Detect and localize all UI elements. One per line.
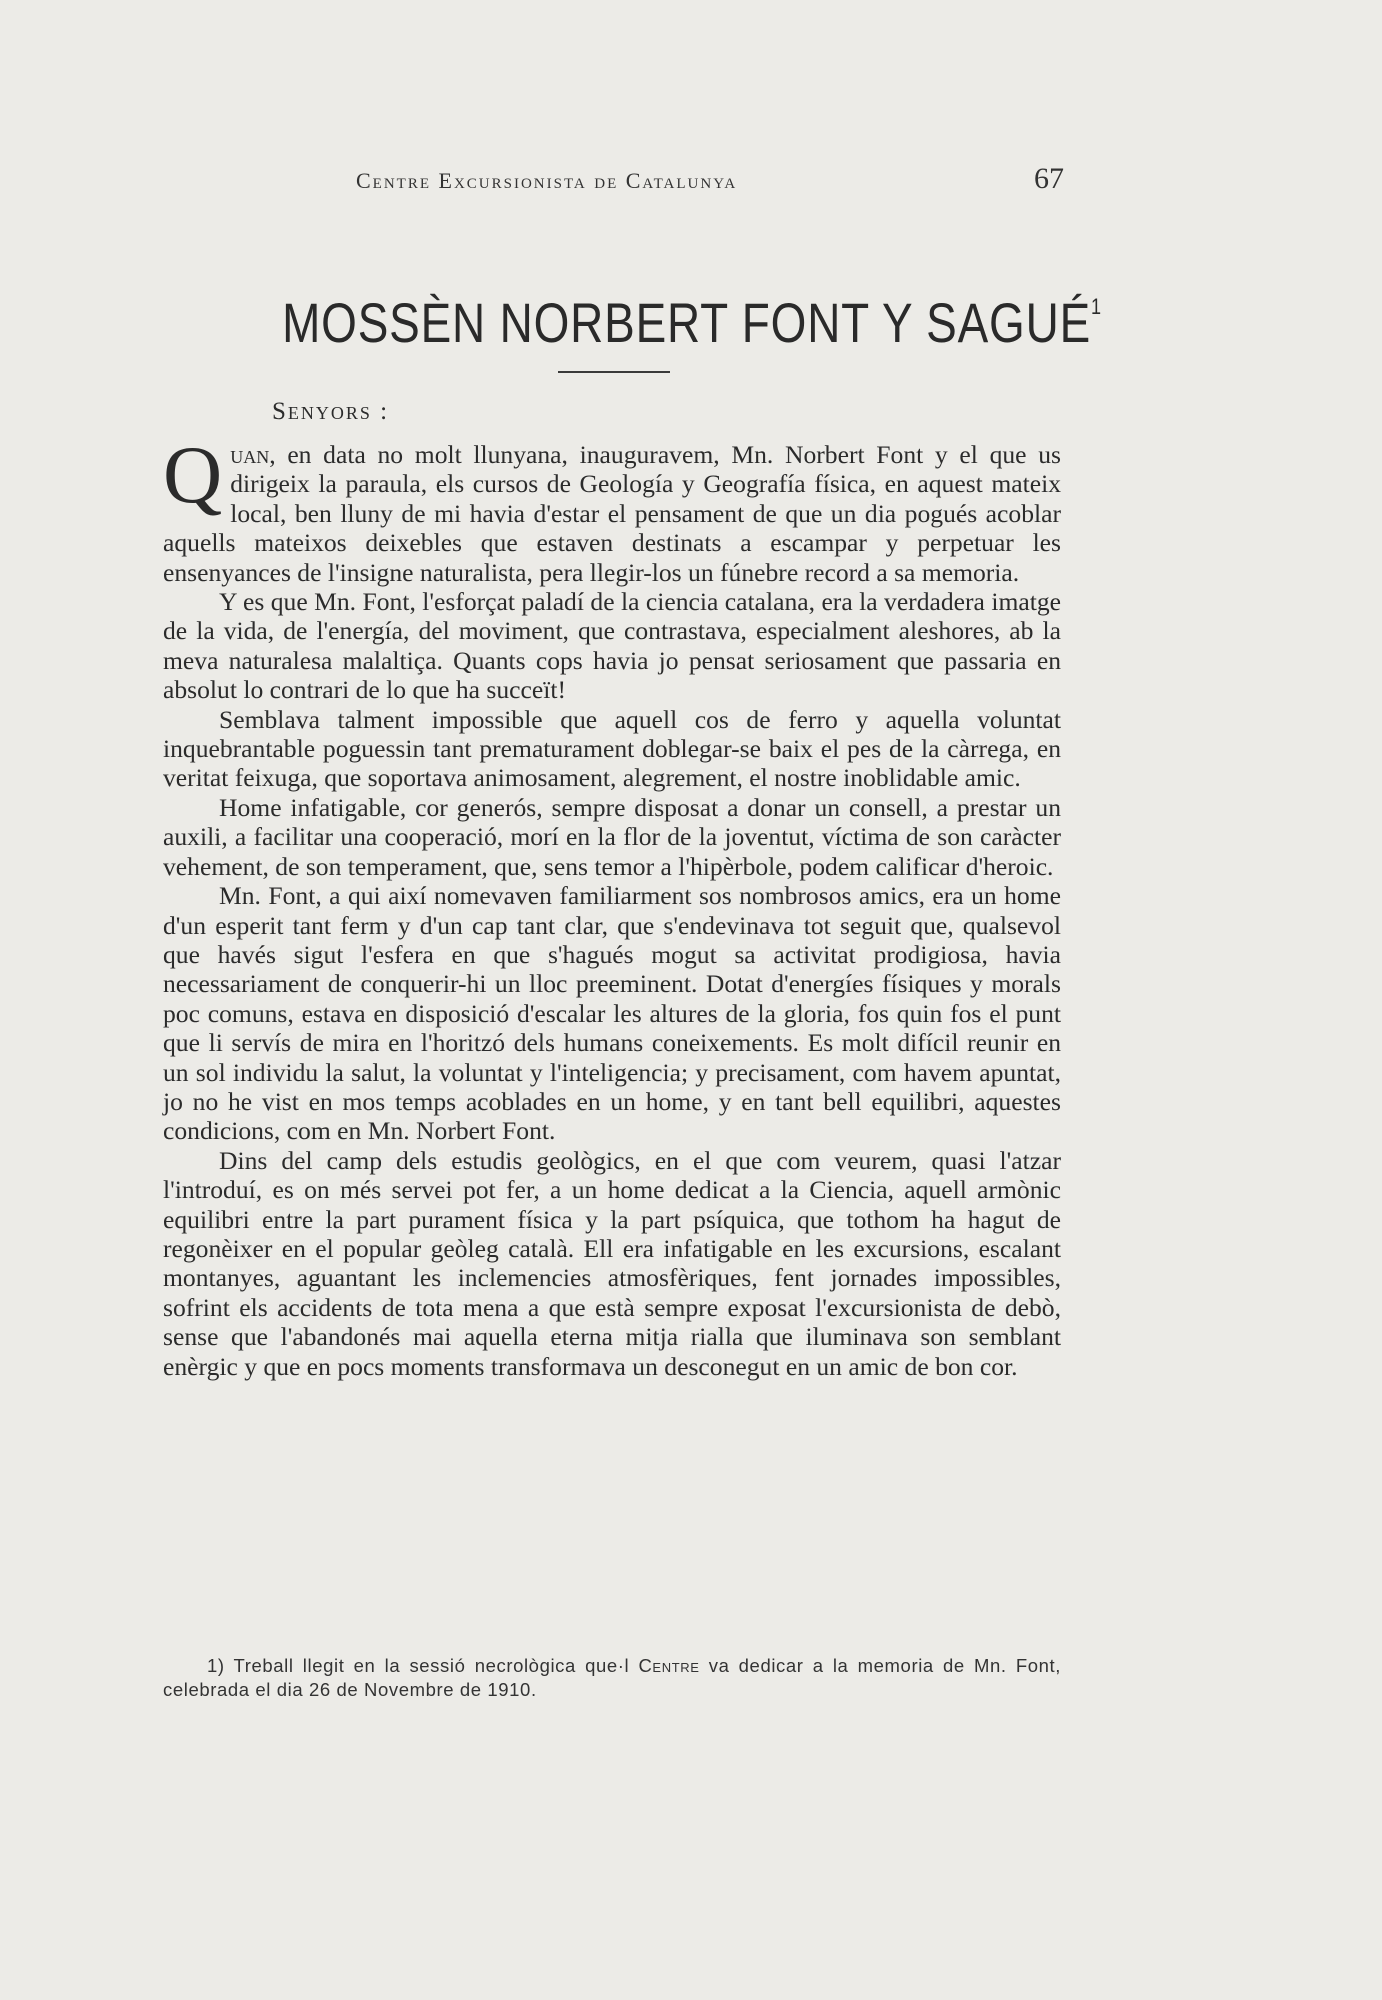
page-header <box>356 162 1064 196</box>
first-word-rest: uan <box>230 440 270 469</box>
article-title-text: MOSSÈN NORBERT FONT Y SAGUÉ <box>282 291 1092 354</box>
title-footnote-mark: 1 <box>1091 294 1102 319</box>
paragraph-1-text: , en data no molt llunyana, inauguravem, Mn. Norbert Font y el que us dirigeix la paraula, els cursos de Geología y Geografía física, en aquest mateix local, ben lluny de mi havia d'estar el pensament de que un dia pogués acoblar aquells mateixos deixebles que estaven destinats a escampar y perpetuar les ensenyances de l'insigne naturalista, pera llegir-los un fúnebre record a sa memoria. <box>163 440 1061 587</box>
drop-cap: Q <box>163 429 223 520</box>
paragraph-4: Home infatigable, cor generós, sempre disposat a donar un consell, a prestar un auxili, a facilitar una cooperació, morí en la flor de la joventut, víctima de son caràcter vehement, de son temperament, que, sens temor a l'hipèrbole, podem calificar d'heroic. <box>163 792 1061 881</box>
paragraph-3: Semblava talment impossible que aquell cos de ferro y aquella voluntat inquebrantable poguessin tant prematurament doblegar-se baix el pes de la càrrega, en veritat feixuga, que soportava animosament, alegrement, el nostre inoblidable amic. <box>163 704 1061 793</box>
salutation: Senyors : <box>272 398 390 425</box>
paragraph-1 <box>163 429 1061 587</box>
footnote-text-after: va dedicar a la memoria de Mn. Font, celebrada el dia 26 de Novembre de 1910. <box>163 1655 1062 1700</box>
footnote-centre-word: Centre <box>638 1655 700 1676</box>
title-rule <box>558 371 670 373</box>
paragraph-2: Y es que Mn. Font, l'esforçat paladí de la ciencia catalana, era la verdadera imatge de la vida, de l'energía, del moviment, que contrastava, especialment aleshores, ab la meva naturalesa malaltiça. Quants cops havia jo pensat seriosament que passaria en absolut lo contrari de lo que ha succeït! <box>163 587 1061 705</box>
footnote <box>163 1654 1061 1702</box>
footnote-text-before: Treball llegit en la sessió necrològica que·l <box>233 1655 630 1676</box>
paragraph-6: Dins del camp dels estudis geològics, en el que com veurem, quasi l'atzar l'introduí, es on més servei pot fer, a un home dedicat a la Ciencia, aquell armònic equilibri entre la part purament física y la part psíquica, que tothom ha hagut de regonèixer en el popular geòleg català. Ell era infatigable en les excursions, escalant montanyes, aguantant les inclemencies atmosfèriques, fent jornades impossibles, sofrint els accidents de tota mena a que està sempre exposat l'excursionista de debò, sense que l'abandonés mai aquella eterna mitja rialla que iluminava son semblant enèrgic y que en pocs moments transformava un desconegut en un amic de bon cor. <box>163 1145 1061 1381</box>
footnote-mark: 1) <box>207 1655 225 1676</box>
paragraph-5: Mn. Font, a qui així nomevaven familiarment sos nombrosos amics, era un home d'un esperit tant ferm y d'un cap tant clar, que s'endevinava tot seguit que, qualsevol que havés sigut l'esfera en que s'hagués mogut sa activitat prodigiosa, havia necessariament de conquerir-hi un lloc preeminent. Dotat d'energíes físiques y morals poc comuns, estava en disposició d'escalar les altures de la gloria, fos quin fos el punt que li servís de mira en l'horitzó dels humans coneixements. Es molt difícil reunir en un sol individu la salut, la voluntat y l'inteligencia; y precisament, com havem apuntat, jo no he vist en mos temps acoblades en un home, y en tant bell equilibri, aquestes condicions, com en Mn. Norbert Font. <box>163 881 1061 1146</box>
page-number: 67 <box>1034 162 1064 195</box>
article-title <box>257 290 1126 355</box>
article-body <box>163 429 1061 1381</box>
running-head: Centre Excursionista de Catalunya <box>356 168 738 193</box>
